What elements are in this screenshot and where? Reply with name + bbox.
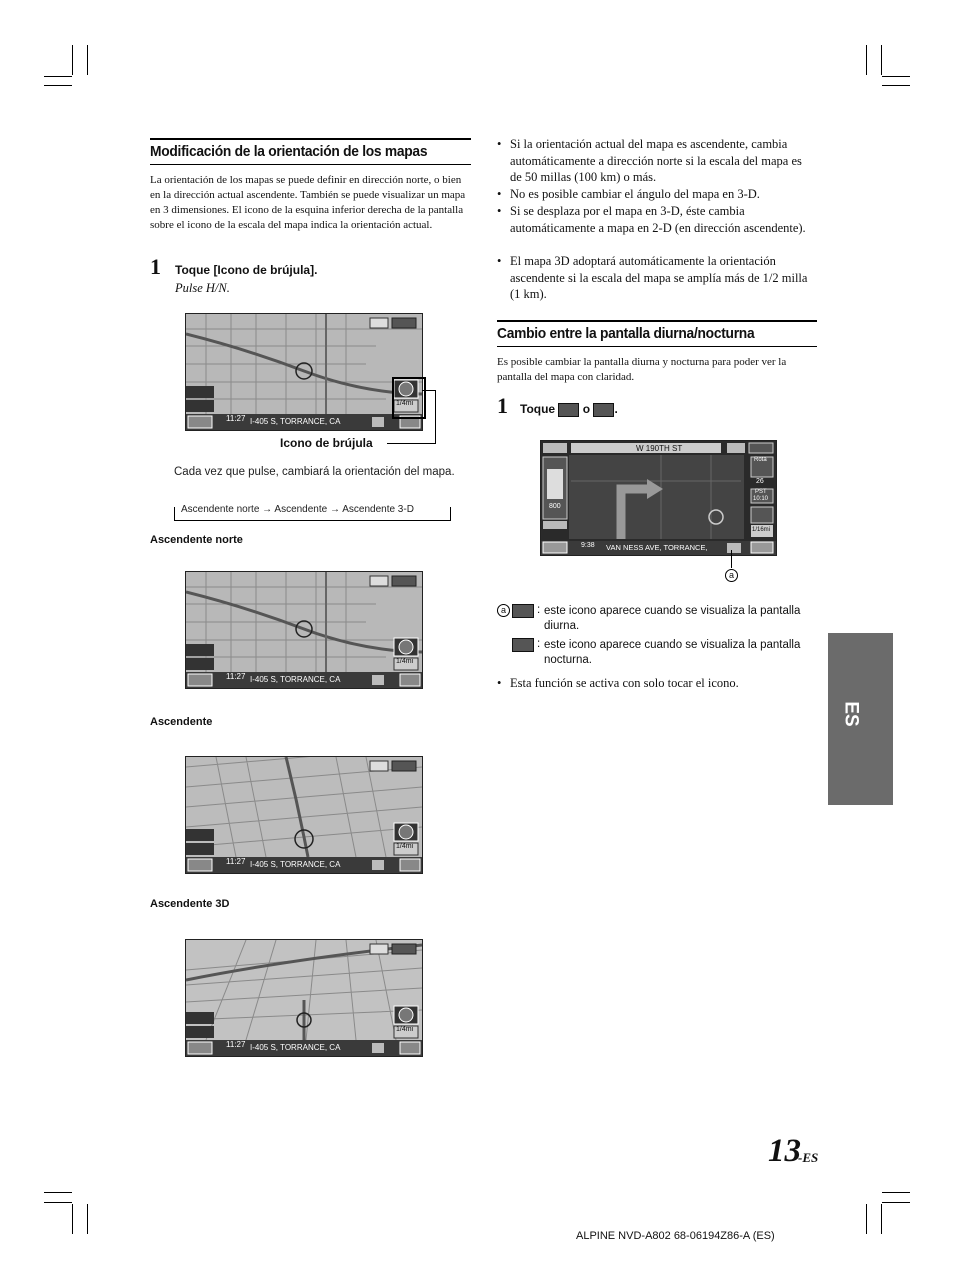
- nav-pst: PST: [755, 489, 767, 495]
- section-rule: [150, 138, 471, 140]
- map-street: I-405 S, TORRANCE, CA: [250, 675, 341, 684]
- map-screenshot-north: [185, 571, 423, 689]
- compass-callout: Icono de brújula: [280, 436, 373, 450]
- map-time: 11:27: [226, 414, 246, 423]
- bullet-text: Si se desplaza por el mapa en 3-D, éste cambia automáticamente a mapa en 2-D (en dirección ascendente).: [510, 204, 806, 235]
- day-mode-icon[interactable]: [558, 403, 579, 417]
- caption-3d: Ascendente 3D: [150, 898, 230, 910]
- day-mode-icon: [512, 604, 534, 618]
- nav-street-top: W 190TH ST: [636, 444, 683, 453]
- legend-night: este icono aparece cuando se visualiza la pantalla nocturna.: [544, 639, 801, 666]
- crop-mark: [881, 45, 882, 75]
- section-rule: [497, 320, 817, 322]
- crop-mark: [44, 85, 72, 86]
- crop-mark: [866, 45, 867, 75]
- section1-intro: La orientación de los mapas se puede definir en dirección norte, o bien en la dirección actual ascendente. También se puede visualizar un mapa en 3 dimensiones. El icono de la esquina inferior derecha de la pantalla sobre el icono de la escala del mapa indica la orientación actual.: [150, 174, 466, 231]
- crop-mark: [44, 76, 72, 77]
- map-scale: 1/4mi: [396, 400, 414, 407]
- bullet-text: Esta función se activa con solo tocar el icono.: [510, 676, 739, 690]
- crop-mark: [72, 45, 73, 75]
- language-tab: [828, 633, 893, 805]
- cycle-sequence: Ascendente norte → Ascendente → Ascendente 3-D: [178, 504, 417, 515]
- map-screenshot-heading: [185, 756, 423, 874]
- nav-rota-value: 26: [756, 478, 764, 485]
- nav-scale: 1/16mi: [752, 527, 771, 533]
- section1-title: Modificación de la orientación de los mapas: [150, 143, 428, 160]
- callout-line: [387, 443, 436, 444]
- map-street: I-405 S, TORRANCE, CA: [250, 860, 341, 869]
- map-scale: 1/4mi: [396, 843, 414, 850]
- map-screenshot-3d: [185, 939, 423, 1057]
- callout-a: a: [725, 569, 738, 582]
- map-time: 11:27: [226, 1040, 246, 1049]
- crop-mark: [44, 1202, 72, 1203]
- page-number: 13: [768, 1133, 801, 1169]
- callout-a-line: [731, 550, 732, 568]
- crop-mark: [87, 1204, 88, 1234]
- legend-marker-a: a: [497, 604, 510, 617]
- compass-highlight: [392, 377, 426, 419]
- bullet-text: Si la orientación actual del mapa es ascendente, cambia automáticamente a dirección norte si la escala del mapa es de 50 millas (100 km) o más.: [510, 137, 802, 184]
- caption-heading: Ascendente: [150, 716, 213, 728]
- map-time: 11:27: [226, 857, 246, 866]
- cycle-note: Cada vez que pulse, cambiará la orientación del mapa.: [174, 466, 455, 478]
- map-time: 11:27: [226, 672, 246, 681]
- section2-intro: Es posible cambiar la pantalla diurna y nocturna para poder ver la pantalla del mapa con claridad.: [497, 356, 787, 383]
- night-mode-icon[interactable]: [593, 403, 614, 417]
- crop-mark: [866, 1204, 867, 1234]
- callout-line: [435, 390, 436, 444]
- crop-mark: [881, 1204, 882, 1234]
- section-rule: [497, 346, 817, 347]
- nav-rota: Rota: [754, 457, 767, 463]
- step-number: 1: [150, 254, 161, 279]
- map-scale: 1/4mi: [396, 658, 414, 665]
- crop-mark: [882, 85, 910, 86]
- language-tab-label: ES: [840, 701, 862, 727]
- step1-remote: Pulse H/N.: [175, 281, 230, 295]
- map-street: I-405 S, TORRANCE, CA: [250, 417, 341, 426]
- page-suffix: -ES: [798, 1150, 819, 1165]
- crop-mark: [882, 1202, 910, 1203]
- bullet-text: El mapa 3D adoptará automáticamente la orientación ascendente si la escala del mapa se amplía más de 1/2 milla (1 km).: [510, 254, 808, 301]
- step-prefix: Toque: [520, 402, 556, 416]
- crop-mark: [882, 76, 910, 77]
- crop-mark: [72, 1204, 73, 1234]
- night-mode-icon: [512, 638, 534, 652]
- caption-north: Ascendente norte: [150, 534, 243, 546]
- nav-screenshot: [540, 440, 777, 556]
- section2-title: Cambio entre la pantalla diurna/nocturna: [497, 325, 755, 342]
- callout-line: [422, 390, 436, 391]
- footer-model: ALPINE NVD-A802 68-06194Z86-A (ES): [576, 1230, 775, 1242]
- crop-mark: [87, 45, 88, 75]
- bullet-text: No es posible cambiar el ángulo del mapa en 3-D.: [510, 187, 760, 201]
- nav-distance: 800: [549, 503, 561, 510]
- map-screenshot-compass: [185, 313, 423, 431]
- nav-street-bottom: VAN NESS AVE, TORRANCE,: [606, 543, 708, 552]
- nav-time: 9:38: [581, 542, 595, 549]
- crop-mark: [44, 1192, 72, 1193]
- step-or: o: [582, 402, 591, 416]
- step1-action: Toque [Icono de brújula].: [175, 263, 318, 277]
- section-rule: [150, 164, 471, 165]
- crop-mark: [882, 1192, 910, 1193]
- step2-action: Toque o .: [520, 402, 618, 416]
- legend-day: este icono aparece cuando se visualiza la pantalla diurna.: [544, 605, 801, 632]
- step-number: 1: [497, 393, 508, 418]
- map-street: I-405 S, TORRANCE, CA: [250, 1043, 341, 1052]
- map-scale: 1/4mi: [396, 1026, 414, 1033]
- nav-pst-value: 10:10: [753, 496, 769, 502]
